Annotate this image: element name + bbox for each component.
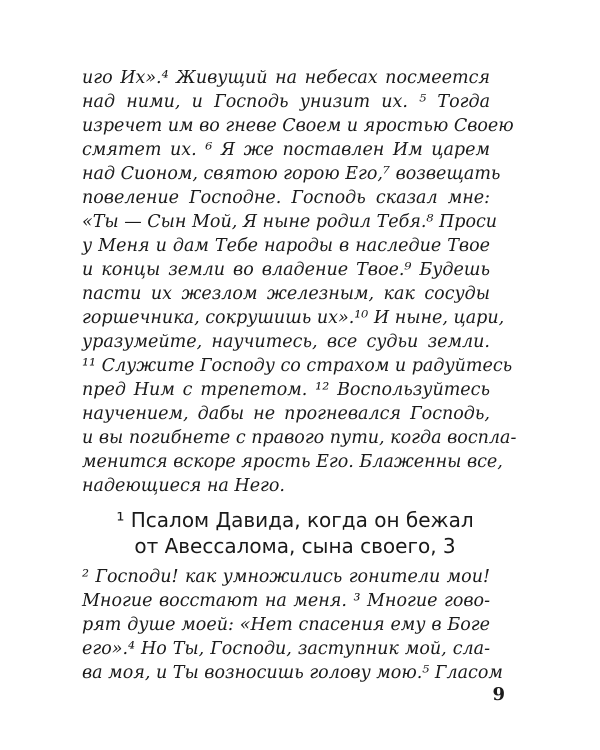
text-line: ва моя, и Ты возносишь голову мою.⁵ Гласом xyxy=(82,663,503,683)
text-line: ² Господи! как умножились гонители мои! xyxy=(82,567,490,587)
text-line: над ними, и Господь унизит их. ⁵ Тогда xyxy=(82,92,490,112)
text-line: надеющиеся на Него. xyxy=(82,476,285,496)
text-line: пред Ним с трепетом. ¹² Воспользуйтесь xyxy=(82,380,490,400)
text-line: Многие восстают на меня. ³ Многие гово- xyxy=(82,591,490,611)
text-line: его».⁴ Но Ты, Господи, заступник мой, сла- xyxy=(82,639,490,659)
text-line: научением, дабы не прогневался Господь, xyxy=(82,404,490,424)
text-line: у Меня и дам Тебе народы в наследие Твое xyxy=(82,236,490,256)
text-line: и вы погибнете с правого пути, когда воспла- xyxy=(82,428,517,448)
text-line: иго Их».⁴ Живущий на небесах посмеется xyxy=(82,68,490,88)
text-line: горшечника, сокрушишь их».¹⁰ И ныне, цари, xyxy=(82,308,505,328)
psalm-3-heading xyxy=(100,507,490,559)
psalm-3-text xyxy=(82,565,503,685)
text-line: смятет их. ⁶ Я же поставлен Им царем xyxy=(82,140,490,160)
text-line: пасти их жезлом железным, как сосуды xyxy=(82,284,490,304)
text-line: уразумейте, научитесь, все судьи земли. xyxy=(82,332,490,352)
page-number: 9 xyxy=(492,684,505,705)
psalm-2-continued-text xyxy=(82,66,517,498)
text-line: рят душе моей: «Нет спасения ему в Боге xyxy=(82,615,490,635)
text-line: над Сионом, святою горою Его,⁷ возвещать xyxy=(82,164,501,184)
heading-line: ¹ Псалом Давида, когда он бежал xyxy=(116,508,474,532)
text-line: повеление Господне. Господь сказал мне: xyxy=(82,188,490,208)
heading-line: от Авессалома, сына своего, 3 xyxy=(134,534,456,558)
text-line: изречет им во гневе Своем и яростью Своею xyxy=(82,116,514,136)
text-line: ¹¹ Служите Господу со страхом и радуйтесь xyxy=(82,356,513,376)
text-line: «Ты — Сын Мой, Я ныне родил Тебя.⁸ Проси xyxy=(82,212,498,232)
text-line: менится вскоре ярость Его. Блаженны все, xyxy=(82,452,503,472)
text-line: и концы земли во владение Твое.⁹ Будешь xyxy=(82,260,490,280)
